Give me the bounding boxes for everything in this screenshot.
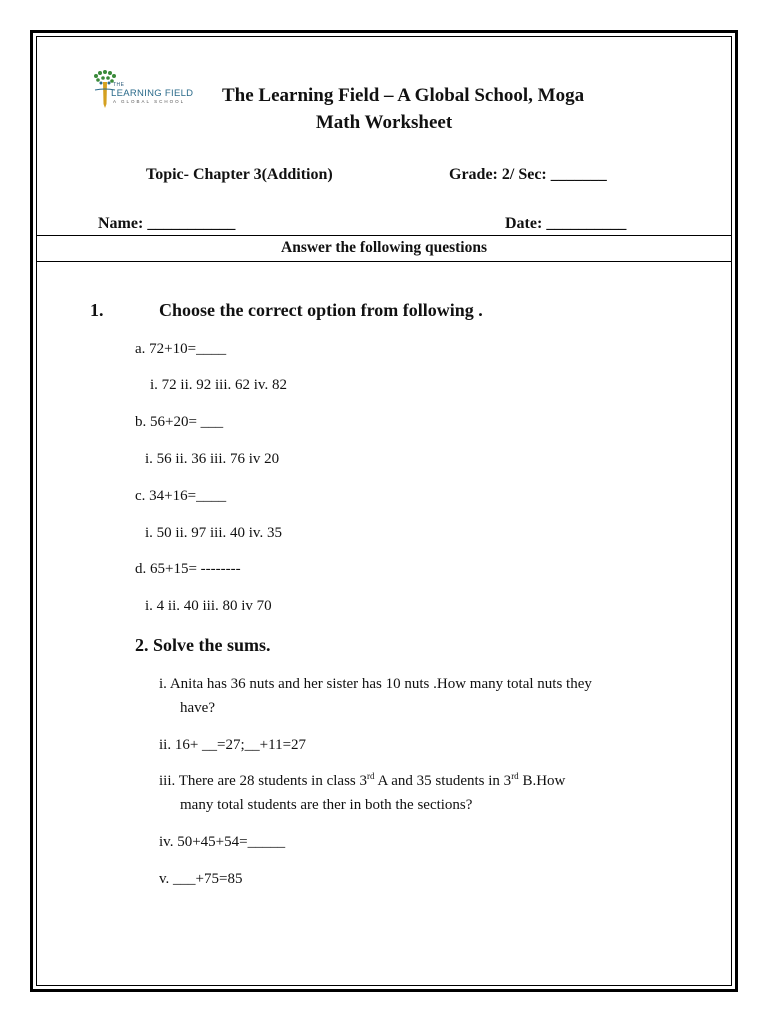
name-field: Name: ___________: [98, 215, 236, 232]
q2-item-i-line2: have?: [180, 700, 215, 716]
q2-item-iii-sup2: rd: [511, 771, 519, 781]
q2-item-v: v. ___+75=85: [159, 871, 243, 887]
q2-item-iii-line2: many total students are ther in both the sections?: [180, 797, 473, 813]
school-title: The Learning Field – A Global School, Moga: [222, 85, 585, 106]
q2-item-iii-text-a: iii. There are 28 students in class 3: [159, 773, 368, 789]
page-border-inner: [36, 36, 732, 986]
q1-item-a-options: i. 72 ii. 92 iii. 62 iv. 82: [150, 377, 287, 393]
q2-item-iii-sup1: rd: [367, 771, 375, 781]
q2-item-ii: ii. 16+ __=27;__+11=27: [159, 737, 307, 753]
question-1-number: 1.: [90, 300, 104, 320]
q2-item-iv: iv. 50+45+54=_____: [159, 834, 286, 850]
q1-item-b: b. 56+20= ___: [135, 414, 224, 430]
logo-text-name: LEARNING FIELD: [111, 88, 194, 99]
grade-field: Grade: 2/ Sec: _______: [449, 166, 607, 183]
q1-item-b-options: i. 56 ii. 36 iii. 76 iv 20: [145, 451, 280, 467]
logo-text-tagline: A GLOBAL SCHOOL: [113, 99, 186, 104]
q1-item-a: a. 72+10=____: [135, 341, 227, 357]
header-rule-top: [36, 235, 732, 236]
q1-item-c-options: i. 50 ii. 97 iii. 40 iv. 35: [145, 525, 282, 541]
topic-label: Topic- Chapter 3(Addition): [146, 166, 333, 183]
q1-item-c: c. 34+16=____: [135, 488, 227, 504]
date-field: Date: __________: [505, 215, 627, 232]
question-1-title: Choose the correct option from following .: [159, 300, 483, 320]
q2-item-iii-text-b: A and 35 students in 3: [374, 773, 512, 789]
question-2-title: 2. Solve the sums.: [135, 635, 271, 655]
q2-item-iii-line1: [159, 773, 565, 790]
q2-item-i-line1: i. Anita has 36 nuts and her sister has 10 nuts .How many total nuts they: [159, 676, 592, 692]
instruction-heading: Answer the following questions: [281, 239, 487, 256]
q1-item-d-options: i. 4 ii. 40 iii. 80 iv 70: [145, 598, 272, 614]
logo-text-the: THE: [113, 82, 125, 88]
header-rule-bottom: [36, 261, 732, 262]
worksheet-title: Math Worksheet: [315, 112, 453, 133]
q2-item-iii-text-c: B.How: [518, 773, 566, 789]
q1-item-d: d. 65+15= --------: [135, 561, 241, 577]
